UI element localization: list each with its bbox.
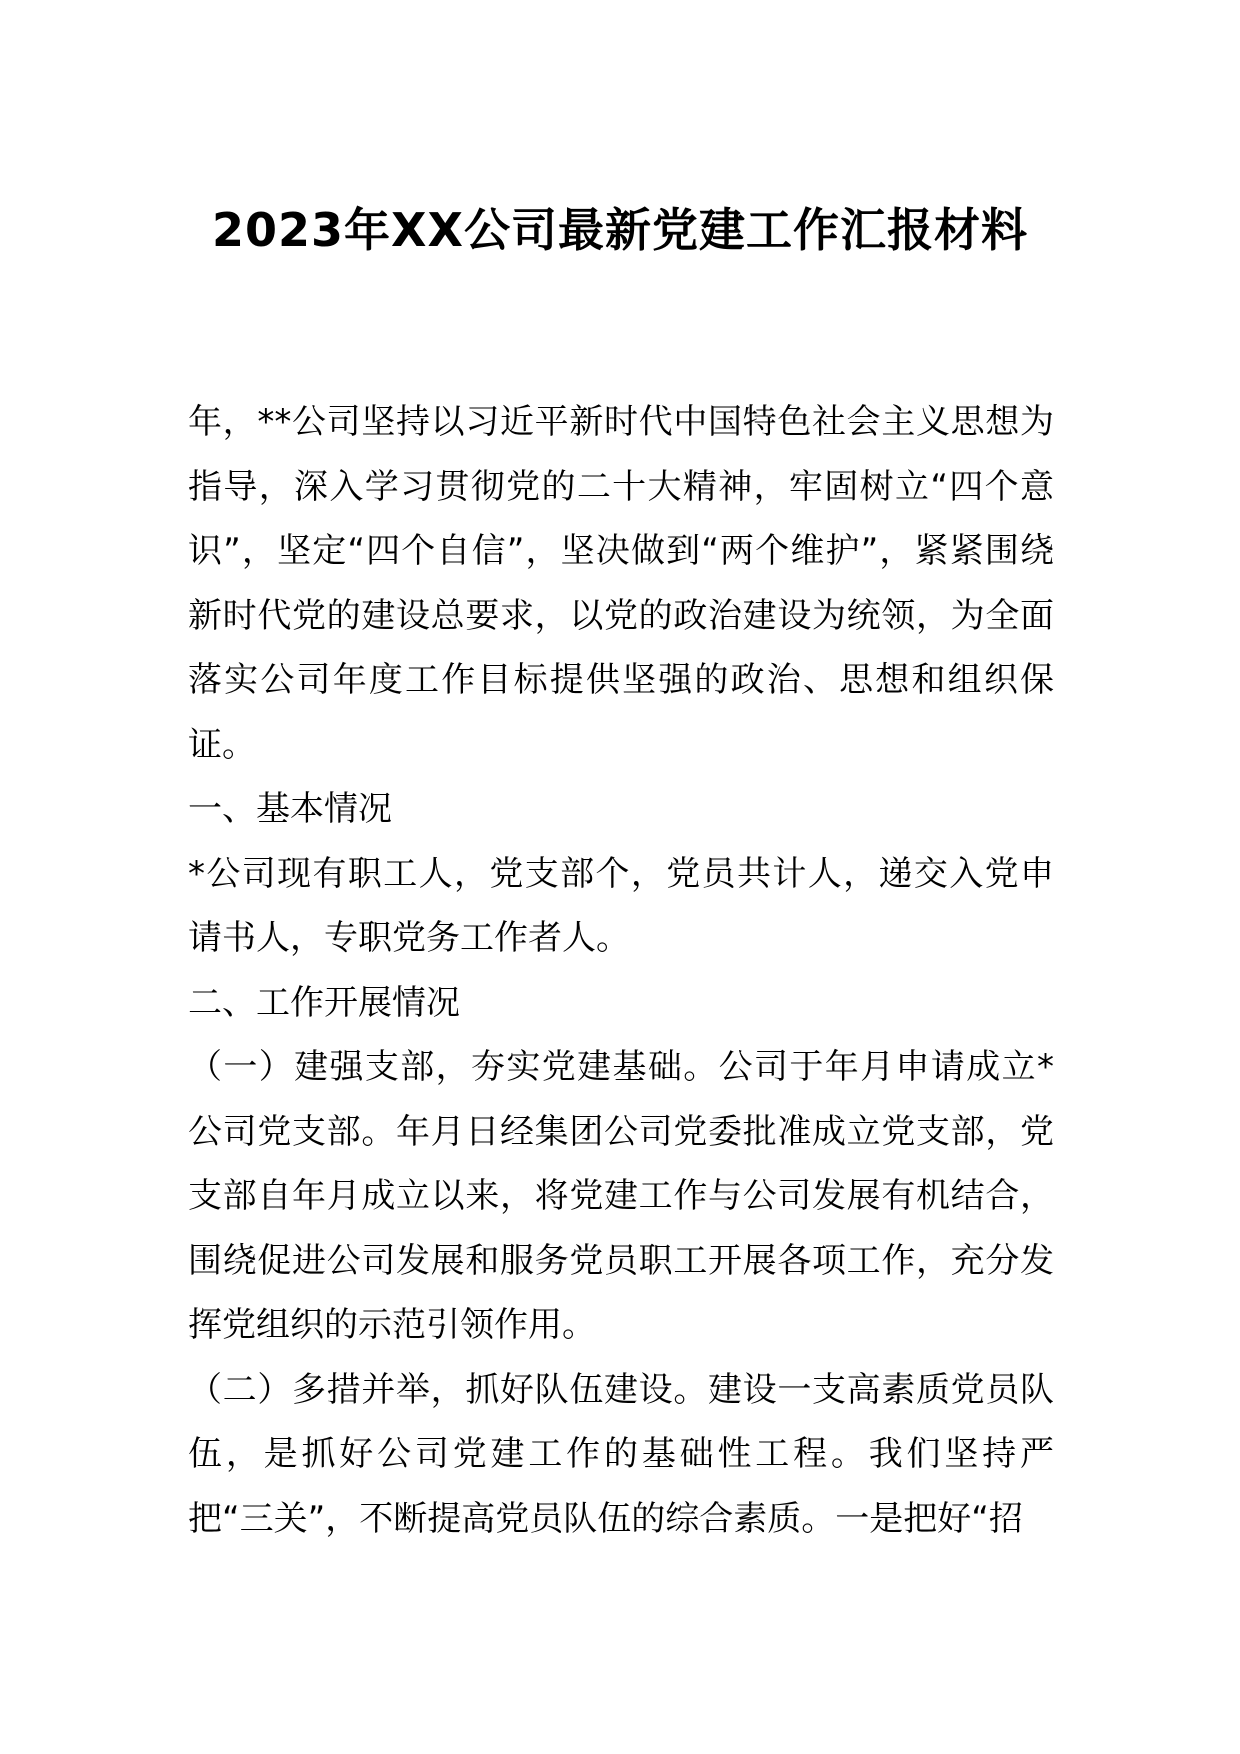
paragraph-intro: 年，**公司坚持以习近平新时代中国特色社会主义思想为指导，深入学习贯彻党的二十大精神，牢固树立“四个意识”，坚定“四个自信”，坚决做到“两个维护”，紧紧围绕新时代党的建设总要求，以党的政治建设为统领，为全面落实公司年度工作目标提供坚强的政治、思想和组织保证。	[188, 402, 1054, 765]
heading-work-progress: 二、工作开展情况	[188, 982, 460, 1023]
paragraph-section-one: （一）建强支部，夯实党建基础。公司于年月申请成立*公司党支部。年月日经集团公司党委批准成立党支部，党支部自年月成立以来，将党建工作与公司发展有机结合，围绕促进公司发展和服务党员职工开展各项工作，充分发挥党组织的示范引领作用。	[188, 1047, 1054, 1345]
heading-basic-situation: 一、基本情况	[188, 789, 392, 829]
paragraph-section-two: （二）多措并举，抓好队伍建设。建设一支高素质党员队伍，是抓好公司党建工作的基础性工程。我们坚持严把“三关”，不断提高党员队伍的综合素质。一是把好“招	[188, 1369, 1054, 1539]
document-body	[188, 390, 1054, 1551]
paragraph-basic-situation: *公司现有职工人，党支部个，党员共计人，递交入党申请书人，专职党务工作者人。	[188, 853, 1054, 958]
document-title: 2023年XX公司最新党建工作汇报材料	[212, 203, 1028, 257]
